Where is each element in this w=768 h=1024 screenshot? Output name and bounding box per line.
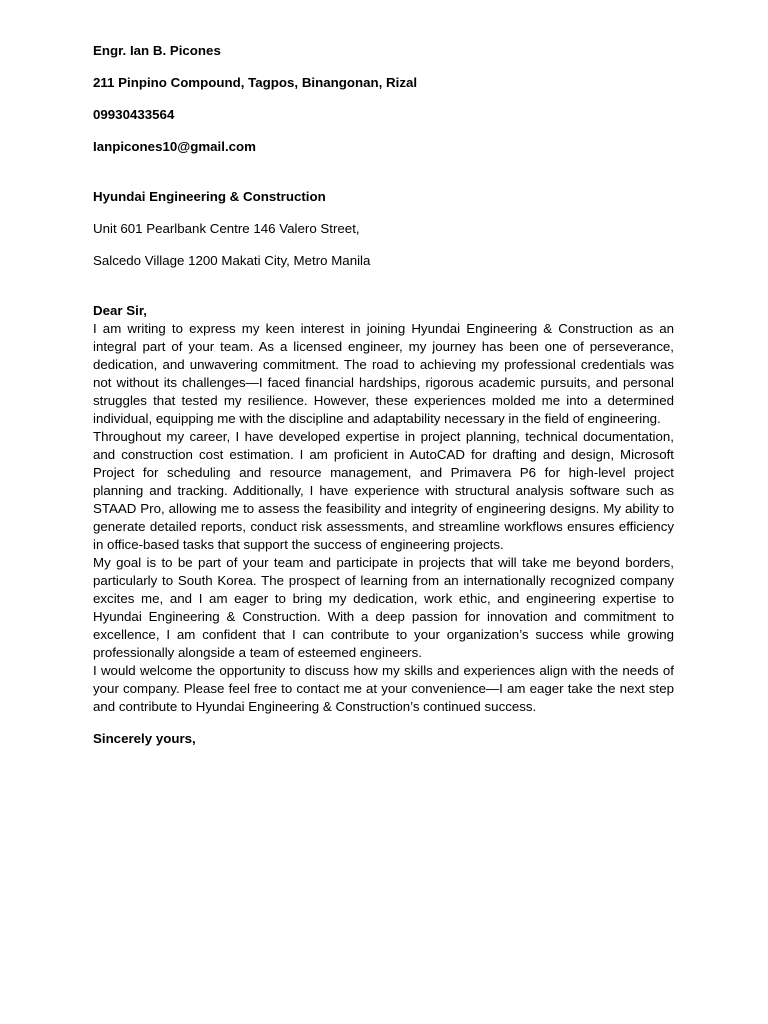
body-paragraph-2: Throughout my career, I have developed expertise in project planning, technical documentation, and construction cost estimation. I am proficient in AutoCAD for drafting and design, Microsoft Project for scheduling and resource management, and Primavera P6 for high-level project planning and tracking. Additionally, I have experience with structural analysis software such as STAAD Pro, allowing me to assess the feasibility and integrity of engineering designs. My ability to generate detailed reports, conduct risk assessments, and streamline workflows ensures efficiency in office-based tasks that support the success of engineering projects.: [93, 429, 674, 552]
sender-address: 211 Pinpino Compound, Tagpos, Binangonan, Rizal: [93, 75, 418, 90]
letter-page: [93, 42, 674, 748]
body-paragraph-3: My goal is to be part of your team and participate in projects that will take me beyond borders, particularly to South Korea. The prospect of learning from an internationally recognized company excites me, and I am eager to bring my dedication, work ethic, and engineering expertise to Hyundai Engineering & Construction. With a deep passion for innovation and commitment to excellence, I am confident that I can contribute to your organization’s success while growing professionally alongside a team of esteemed engineers.: [93, 555, 674, 660]
sender-name: Engr. Ian B. Picones: [93, 43, 221, 58]
body-paragraph-1: I am writing to express my keen interest in joining Hyundai Engineering & Construction as an integral part of your team. As a licensed engineer, my journey has been one of perseverance, dedication, and unwavering commitment. The road to achieving my professional credentials was not without its challenges—I faced financial hardships, rigorous academic pursuits, and personal struggles that tested my resilience. However, these experiences molded me into a determined individual, equipping me with the discipline and adaptability necessary in the field of engineering.: [93, 321, 674, 426]
closing: Sincerely yours,: [93, 731, 196, 746]
body-paragraph-4: I would welcome the opportunity to discuss how my skills and experiences align with the needs of your company. Please feel free to contact me at your convenience—I am eager take the next step and contribute to Hyundai Engineering & Construction’s continued success.: [93, 663, 674, 714]
recipient-address-line2: Salcedo Village 1200 Makati City, Metro Manila: [93, 253, 371, 268]
recipient-company: Hyundai Engineering & Construction: [93, 189, 326, 204]
sender-email: Ianpicones10@gmail.com: [93, 139, 256, 154]
recipient-address-line1: Unit 601 Pearlbank Centre 146 Valero Street,: [93, 221, 360, 236]
sender-phone: 09930433564: [93, 107, 175, 122]
salutation: Dear Sir,: [93, 303, 147, 318]
